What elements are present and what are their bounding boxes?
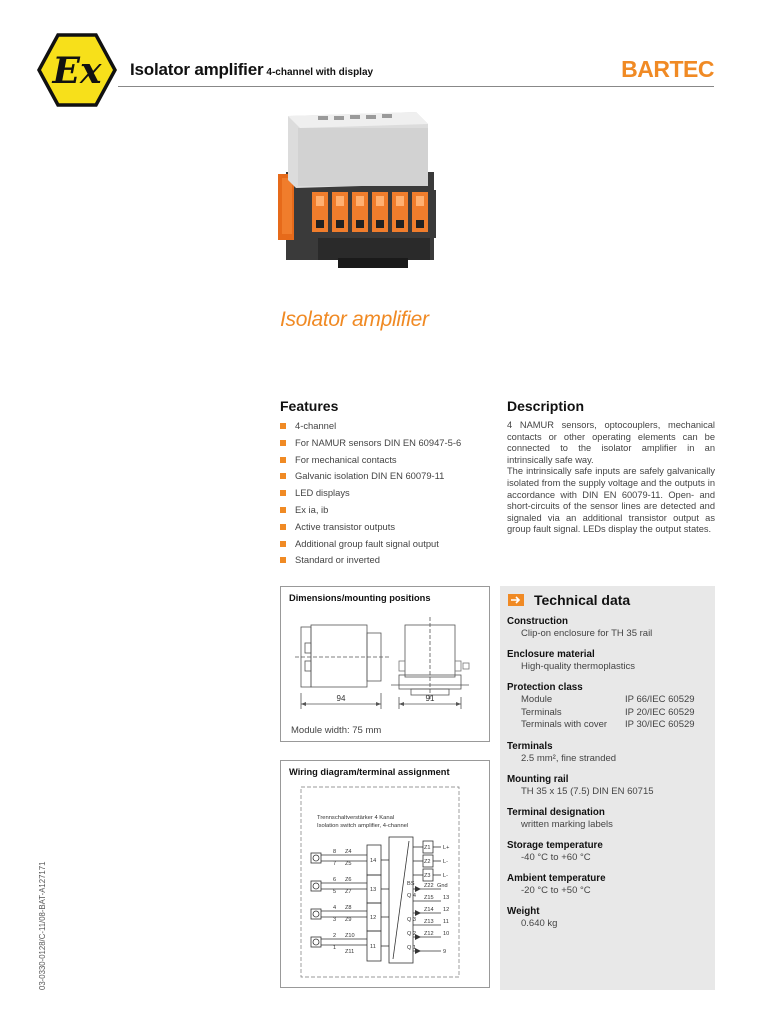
right-num: 9	[443, 949, 447, 955]
q-label: Q 1	[407, 945, 417, 951]
spec-key: Terminals	[521, 706, 562, 718]
feature-item: LED displays	[280, 487, 490, 504]
spec-value: written marking labels	[521, 818, 613, 830]
right-num: 10	[443, 931, 450, 937]
z-left: Z11	[345, 949, 355, 955]
feature-item: Additional group fault signal output	[280, 538, 490, 555]
right-num: L-	[443, 873, 448, 879]
left-term: 6	[333, 877, 337, 883]
product-heading: Isolator amplifier	[280, 308, 429, 331]
spec-value: 0.640 kg	[521, 917, 558, 929]
right-num: Gnd	[437, 883, 448, 889]
document-code: 03-0330-0128/C-11/08-BAT-A127171	[38, 861, 47, 990]
spec-label: Terminals	[507, 740, 553, 752]
spec-label: Weight	[507, 905, 540, 917]
spec-label: Ambient temperature	[507, 872, 606, 884]
features-section	[280, 398, 490, 571]
spec-terminals	[507, 741, 712, 765]
ex-logo	[36, 32, 118, 108]
feature-item: Galvanic isolation DIN EN 60079-11	[280, 470, 490, 487]
q-label: Q 2	[407, 931, 417, 937]
dim-left-label: 94	[336, 694, 346, 703]
feature-item: For NAMUR sensors DIN EN 60947-5-6	[280, 437, 490, 454]
right-term: Z22	[424, 883, 434, 889]
description-paragraph-1: 4 NAMUR sensors, optocouplers, mechanical contacts or other operating elements can be connected to the isolator amplifier in an intrinsically safe way.	[507, 420, 715, 465]
left-term: 3	[333, 917, 337, 923]
spec-value: 2.5 mm², fine stranded	[521, 752, 617, 764]
title-sub: 4-channel with display	[266, 67, 374, 78]
technical-data-body	[507, 616, 712, 939]
spec-label: Protection class	[507, 682, 583, 693]
wiring-box	[280, 760, 490, 988]
right-num: 12	[443, 907, 450, 913]
spec-label: Enclosure material	[507, 649, 595, 660]
bs-label: BS	[407, 881, 415, 887]
technical-data-panel	[500, 586, 715, 990]
z-left: Z9	[345, 917, 352, 923]
right-term: Z13	[424, 919, 434, 925]
wiring-inner-line-1: Trennschaltverstärker 4 Kanal	[317, 815, 395, 821]
spec-row	[507, 694, 712, 707]
z-left: Z10	[345, 933, 355, 939]
spec-row-value: IP 66/IEC 60529	[625, 694, 695, 705]
right-num: 13	[443, 895, 450, 901]
right-term: Z14	[424, 907, 434, 913]
left-term: 5	[333, 889, 337, 895]
spec-label: Mounting rail	[507, 773, 569, 785]
feature-item: For mechanical contacts	[280, 454, 490, 471]
ex-logo-letters: Ex	[52, 50, 102, 92]
spec-key: Module	[521, 694, 553, 705]
z-left: Z6	[345, 877, 352, 883]
spec-label: Construction	[507, 616, 568, 627]
spec-enclosure	[507, 649, 712, 673]
brand-logo-text: BARTEC	[621, 56, 714, 82]
q-label: Q 4	[407, 893, 417, 899]
spec-value: High-quality thermoplastics	[521, 661, 636, 672]
dimensions-box	[280, 586, 490, 742]
spec-construction	[507, 616, 712, 640]
spec-ambient-temperature	[507, 873, 712, 897]
z-left: Z4	[345, 849, 352, 855]
left-term: 2	[333, 933, 337, 939]
right-term: Z2	[424, 859, 431, 865]
left-term: 4	[333, 905, 337, 911]
spec-value: TH 35 x 15 (7.5) DIN EN 60715	[521, 785, 654, 797]
spec-mounting-rail	[507, 774, 712, 798]
ch-label: 12	[370, 915, 377, 921]
feature-item: Active transistor outputs	[280, 521, 490, 538]
description-heading: Description	[507, 398, 585, 414]
ch-label: 11	[370, 944, 376, 950]
right-term: Z1	[424, 845, 431, 851]
dim-right-label: 91	[425, 694, 435, 703]
left-term: 7	[333, 861, 337, 867]
module-width-text: Module width: 75 mm	[291, 725, 382, 736]
spec-value: -20 °C to +50 °C	[521, 884, 591, 896]
spec-weight	[507, 906, 712, 930]
feature-item: Ex ia, ib	[280, 504, 490, 521]
features-heading: Features	[280, 398, 339, 414]
spec-value: Clip-on enclosure for TH 35 rail	[521, 628, 653, 639]
left-term: 1	[333, 945, 337, 951]
features-list	[280, 420, 490, 571]
right-num: L+	[443, 845, 450, 851]
z-left: Z5	[345, 861, 352, 867]
description-paragraph-2: The intrinsically safe inputs are safely galvanically isolated from the supply voltage and the outputs in accordance with DIN EN 60079-11. Open- and short-circuits of the sensor lines are detected and signaled via an additional transistor output as group fault signal. LEDs display the output states.	[507, 466, 715, 535]
header-rule	[118, 86, 714, 87]
left-term: 8	[333, 849, 337, 855]
feature-item: 4-channel	[280, 420, 490, 437]
description-section	[507, 398, 715, 536]
spec-label: Storage temperature	[507, 839, 603, 851]
document-title	[130, 60, 373, 80]
q-label: Q 3	[407, 917, 417, 923]
technical-data-title: Technical data	[534, 592, 631, 608]
spec-key: Terminals with cover	[521, 719, 608, 731]
spec-row	[507, 707, 712, 720]
technical-data-header	[508, 592, 630, 608]
right-term: Z15	[424, 895, 434, 901]
wiring-inner-line-2: Isolation switch amplifier, 4-channel	[317, 823, 409, 829]
spec-row-value: IP 20/IEC 60529	[625, 706, 695, 718]
dimensions-title: Dimensions/mounting positions	[289, 593, 431, 603]
spec-storage-temperature	[507, 840, 712, 864]
ch-label: 14	[370, 858, 377, 864]
right-num: 11	[443, 919, 449, 925]
right-term: Z12	[424, 931, 434, 937]
spec-value: -40 °C to +60 °C	[521, 851, 591, 863]
ch-label: 13	[370, 887, 377, 893]
z-left: Z7	[345, 889, 352, 895]
spec-terminal-designation	[507, 807, 712, 831]
right-term: Z3	[424, 873, 431, 879]
arrow-right-icon	[508, 594, 524, 606]
spec-row-value: IP 30/IEC 60529	[625, 719, 695, 731]
product-image	[278, 108, 448, 278]
spec-row	[507, 719, 712, 732]
spec-protection	[507, 682, 712, 732]
right-num: L-	[443, 859, 448, 865]
title-main: Isolator amplifier	[130, 60, 264, 79]
z-left: Z8	[345, 905, 352, 911]
dimensions-drawing	[281, 587, 489, 741]
feature-item: Standard or inverted	[280, 554, 490, 571]
wiring-diagram	[281, 761, 489, 987]
wiring-title: Wiring diagram/terminal assignment	[289, 767, 450, 777]
spec-label: Terminal designation	[507, 806, 605, 818]
